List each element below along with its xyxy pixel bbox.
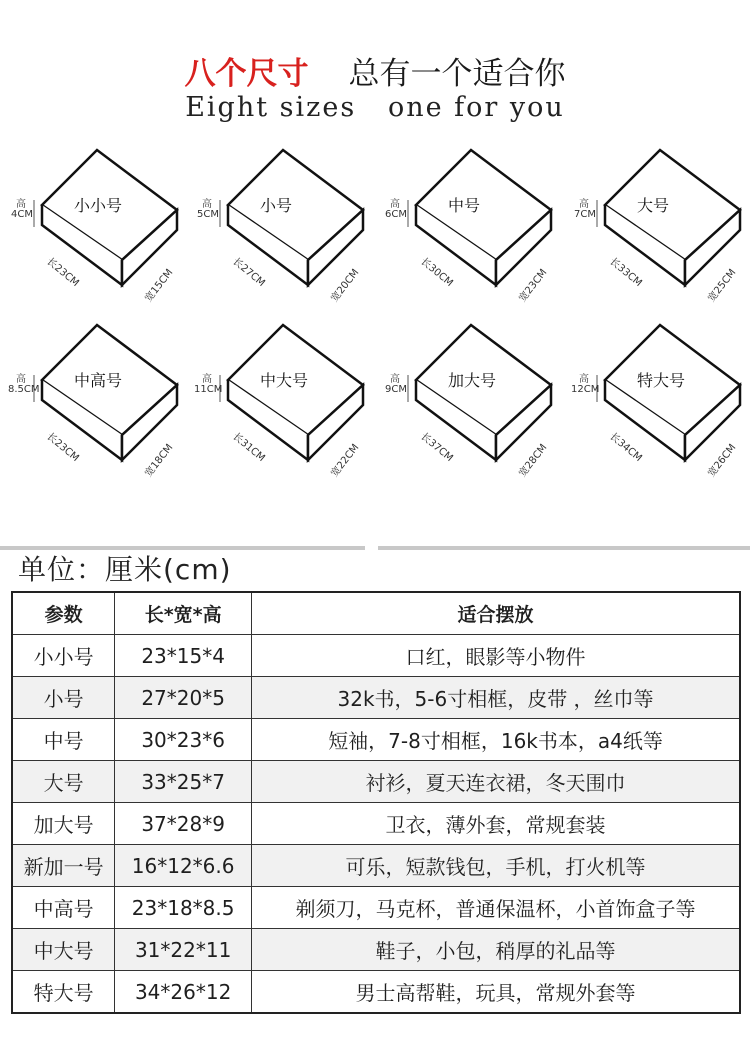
size-table <box>11 591 741 1014</box>
table-row <box>12 677 740 719</box>
width-label: 宽23CM <box>517 267 550 305</box>
length-label: 长37CM <box>418 431 455 465</box>
length-label: 长30CM <box>418 256 455 290</box>
length-label: 长34CM <box>607 431 644 465</box>
box-name: 大号 <box>637 196 670 215</box>
cell-dimensions: 16*12*6.6 <box>115 845 252 887</box>
box-diagram <box>574 145 750 305</box>
width-label: 宽25CM <box>706 267 739 305</box>
height-label: 高 <box>202 374 212 385</box>
box-diagram <box>385 320 566 480</box>
height-label: 高 <box>16 199 26 210</box>
cell-dimensions: 27*20*5 <box>115 677 252 719</box>
box-name: 中高号 <box>74 371 123 390</box>
box-diagram <box>385 145 566 305</box>
cell-dimensions: 23*15*4 <box>115 635 252 677</box>
cell-suitable-items: 32k书，5-6寸相框，皮带 ，丝巾等 <box>252 677 740 719</box>
length-label: 长31CM <box>230 431 267 465</box>
cell-suitable-items: 卫衣，薄外套，常规套装 <box>252 803 740 845</box>
length-label: 长23CM <box>44 256 81 290</box>
cell-dimensions: 37*28*9 <box>115 803 252 845</box>
page-subtitle: Eight sizes one for you <box>185 92 565 123</box>
cell-dimensions: 31*22*11 <box>115 929 252 971</box>
box-name: 加大号 <box>448 371 497 390</box>
height-value: 12CM <box>571 384 600 395</box>
cell-suitable-items: 口红，眼影等小物件 <box>252 635 740 677</box>
box-name: 小小号 <box>74 196 123 215</box>
cell-suitable-items: 剃须刀，马克杯，普通保温杯，小首饰盒子等 <box>252 887 740 929</box>
width-label: 宽18CM <box>143 442 176 480</box>
cell-dimensions: 23*18*8.5 <box>115 887 252 929</box>
box-diagram <box>197 145 378 305</box>
cell-suitable-items: 衬衫，夏天连衣裙，冬天围巾 <box>252 761 740 803</box>
box-diagram <box>571 320 750 480</box>
box-diagram <box>8 320 192 480</box>
box-name: 小号 <box>260 196 293 215</box>
cell-size-name: 中大号 <box>12 929 115 971</box>
height-value: 11CM <box>194 384 223 395</box>
height-label: 高 <box>390 199 400 210</box>
height-value: 8.5CM <box>8 384 40 395</box>
height-label: 高 <box>579 374 589 385</box>
height-value: 7CM <box>574 209 596 220</box>
header-suitable: 适合摆放 <box>252 592 740 635</box>
height-label: 高 <box>202 199 212 210</box>
unit-label: 单位：厘米(cm) <box>18 553 232 586</box>
height-value: 4CM <box>11 209 33 220</box>
page-title <box>0 48 750 93</box>
length-label: 长23CM <box>44 431 81 465</box>
cell-suitable-items: 可乐，短款钱包，手机，打火机等 <box>252 845 740 887</box>
cell-size-name: 特大号 <box>12 971 115 1014</box>
height-label: 高 <box>390 374 400 385</box>
length-label: 长27CM <box>230 256 267 290</box>
height-value: 5CM <box>197 209 219 220</box>
cell-size-name: 小小号 <box>12 635 115 677</box>
table-row <box>12 719 740 761</box>
box-name: 特大号 <box>637 371 686 390</box>
cell-dimensions: 33*25*7 <box>115 761 252 803</box>
table-row <box>12 803 740 845</box>
height-label: 高 <box>16 374 26 385</box>
cell-dimensions: 34*26*12 <box>115 971 252 1014</box>
divider-right <box>378 546 750 550</box>
width-label: 宽22CM <box>329 442 362 480</box>
cell-size-name: 小号 <box>12 677 115 719</box>
width-label: 宽26CM <box>706 442 739 480</box>
table-row <box>12 971 740 1014</box>
cell-size-name: 加大号 <box>12 803 115 845</box>
height-value: 6CM <box>385 209 407 220</box>
box-diagram <box>11 145 192 305</box>
header-dimensions: 长*宽*高 <box>115 592 252 635</box>
cell-size-name: 中号 <box>12 719 115 761</box>
header-param: 参数 <box>12 592 115 635</box>
cell-suitable-items: 短袖，7-8寸相框，16k书本，a4纸等 <box>252 719 740 761</box>
cell-size-name: 大号 <box>12 761 115 803</box>
table-row <box>12 929 740 971</box>
width-label: 宽28CM <box>517 442 550 480</box>
length-label: 长33CM <box>607 256 644 290</box>
table-row <box>12 761 740 803</box>
width-label: 宽20CM <box>329 267 362 305</box>
cell-size-name: 新加一号 <box>12 845 115 887</box>
box-name: 中号 <box>448 196 481 215</box>
width-label: 宽15CM <box>143 267 176 305</box>
table-row <box>12 635 740 677</box>
box-diagram <box>194 320 378 480</box>
cell-dimensions: 30*23*6 <box>115 719 252 761</box>
title-accent: 八个尺寸 <box>184 56 309 92</box>
cell-size-name: 中高号 <box>12 887 115 929</box>
size-diagrams <box>0 145 750 485</box>
table-row <box>12 845 740 887</box>
box-name: 中大号 <box>260 371 309 390</box>
cell-suitable-items: 鞋子，小包，稍厚的礼品等 <box>252 929 740 971</box>
cell-suitable-items: 男士高帮鞋，玩具，常规外套等 <box>252 971 740 1014</box>
height-value: 9CM <box>385 384 407 395</box>
title-rest: 总有一个适合你 <box>348 56 566 92</box>
table-header-row <box>12 592 740 635</box>
height-label: 高 <box>579 199 589 210</box>
table-row <box>12 887 740 929</box>
